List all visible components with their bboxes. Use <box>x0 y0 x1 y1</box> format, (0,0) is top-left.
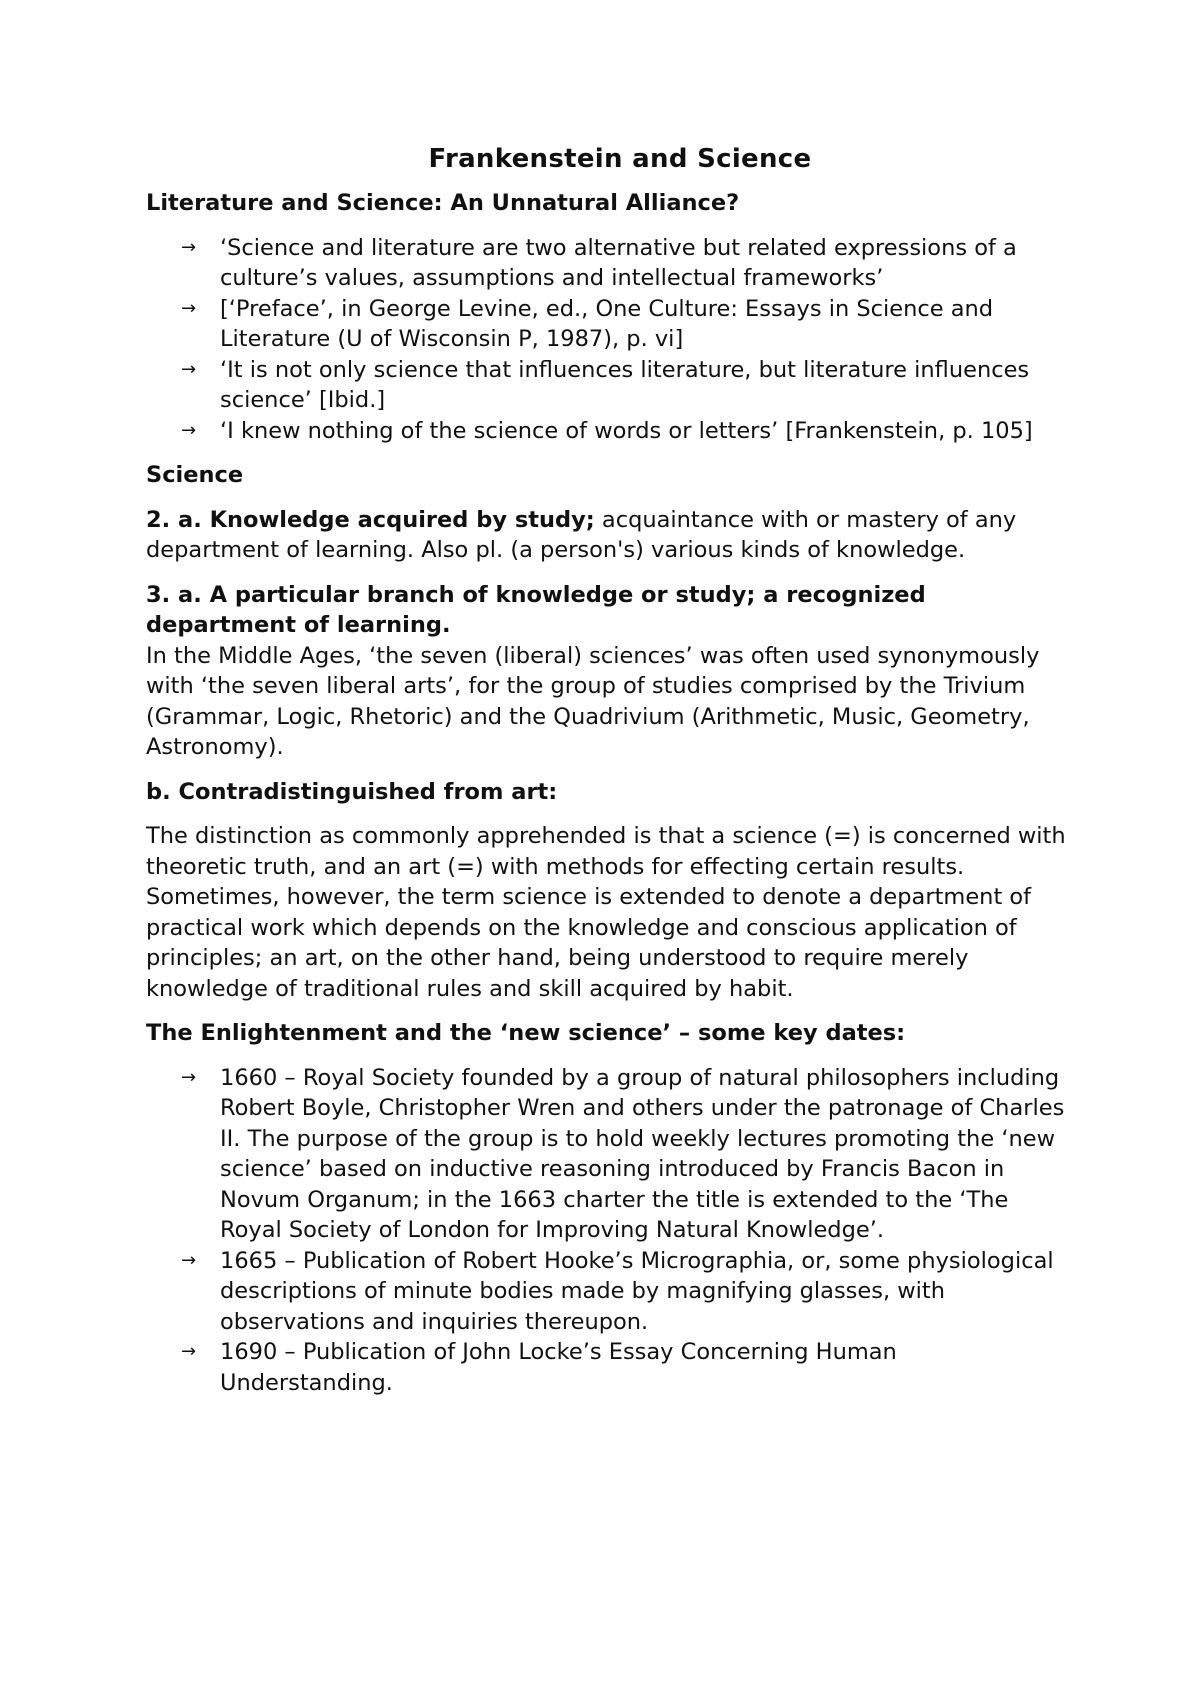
right-arrow-icon: → <box>181 1249 197 1271</box>
list-item <box>146 416 1076 447</box>
right-arrow-icon: → <box>181 1341 197 1362</box>
section-heading-enlightenment: The Enlightenment and the ‘new science’ – some key dates: <box>146 1020 906 1046</box>
right-arrow-icon: → <box>181 236 197 258</box>
list-item <box>146 233 1076 294</box>
definition-2a-text: acquaintance with or mastery of any department of learning. Also pl. (a person's) various kinds of knowledge. <box>146 506 1017 563</box>
definition-2a-term: 2. a. Knowledge acquired by study; <box>146 506 595 533</box>
right-arrow-icon: → <box>181 358 197 380</box>
quote-list <box>146 233 1076 447</box>
section-heading-science: Science <box>146 462 244 488</box>
document-page <box>146 142 1076 1398</box>
list-item-text: [‘Preface’, in George Levine, ed., One Culture: Essays in Science and Literature (U of Wisconsin P, 1987), p. vi] <box>220 295 994 352</box>
key-dates-list <box>146 1063 1076 1399</box>
list-item-text: 1690 – Publication of John Locke’s Essay Concerning Human Understanding. <box>220 1339 897 1396</box>
list-item-text: 1665 – Publication of Robert Hooke’s Micrographia, or, some physiological descriptions of minute bodies made by magnifying glasses, with observations and inquiries thereupon. <box>220 1247 1054 1335</box>
right-arrow-icon: → <box>181 419 197 441</box>
list-item-text: ‘I knew nothing of the science of words or letters’ [Frankenstein, p. 105] <box>220 417 1033 444</box>
definition-3a-term: 3. a. A particular branch of knowledge or study; a recognized department of learning. <box>146 581 926 638</box>
definition-b-text: The distinction as commonly apprehended is that a science (=) is concerned with theoretic truth, and an art (=) with methods for effecting certain results. Sometimes, however, the term science is extended to denote a department of practical work which depends on the knowledge and conscious application of principles; an art, on the other hand, being understood to require merely knowledge of traditional rules and skill acquired by habit. <box>146 823 1066 1002</box>
list-item-text: ‘It is not only science that influences literature, but literature influences science’ [Ibid.] <box>220 356 1030 413</box>
list-item <box>146 1063 1076 1246</box>
list-item <box>146 355 1076 416</box>
list-item <box>146 1337 1076 1398</box>
right-arrow-icon: → <box>181 297 197 319</box>
right-arrow-icon: → <box>181 1066 197 1088</box>
definition-3a-text: In the Middle Ages, ‘the seven (liberal) sciences’ was often used synonymously with ‘the seven liberal arts’, for the group of studies comprised by the Trivium (Grammar, Logic, Rhetoric) and the Quadrivium (Arithmetic, Music, Geometry, Astronomy). <box>146 642 1040 760</box>
list-item-text: 1660 – Royal Society founded by a group of natural philosophers including Robert Boyle, Christopher Wren and others under the patronage of Charles II. The purpose of the group is to hold weekly lectures promoting the ‘new science’ based on inductive reasoning introduced by Francis Bacon in Novum Organum; in the 1663 charter the title is extended to the ‘The Royal Society of London for Improving Natural Knowledge’. <box>220 1064 1065 1243</box>
list-item <box>146 1246 1076 1338</box>
list-item-text: ‘Science and literature are two alternative but related expressions of a culture’s values, assumptions and intellectual frameworks’ <box>220 234 1017 291</box>
definition-2a <box>146 505 1076 566</box>
section-heading-literature-and-science: Literature and Science: An Unnatural Alliance? <box>146 190 740 216</box>
document-title: Frankenstein and Science <box>428 144 812 174</box>
definition-b-heading: b. Contradistinguished from art: <box>146 778 558 805</box>
list-item <box>146 294 1076 355</box>
